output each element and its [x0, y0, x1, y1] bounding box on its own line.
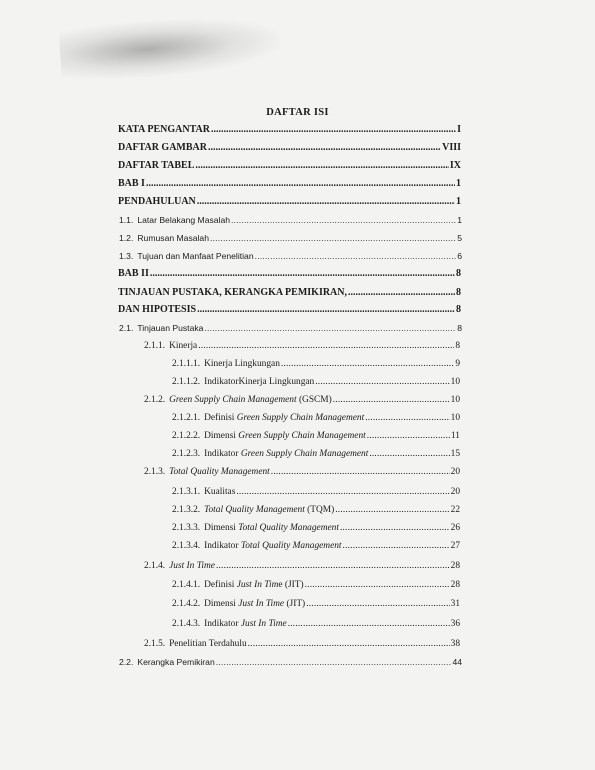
toc-entry-page: 1 — [457, 215, 462, 225]
toc-entry[interactable] — [144, 637, 460, 651]
toc-entry-number: 2.1.1. — [144, 341, 166, 351]
toc-entry[interactable] — [172, 578, 460, 592]
toc-entry-text: Kinerja Lingkungan — [204, 359, 280, 369]
toc-entry-text: Rumusan Masalah — [137, 233, 209, 243]
toc-entry[interactable] — [172, 503, 460, 517]
dot-leader — [271, 465, 450, 479]
toc-entry-number: 2.1.3.2. — [172, 505, 201, 515]
toc-entry-label — [172, 503, 334, 517]
toc-entry-page: 11 — [450, 431, 460, 441]
toc-entry-label — [144, 637, 247, 651]
toc-entry-label — [172, 597, 305, 611]
toc-entry-text: Definisi Just In Time (JIT) — [204, 580, 304, 590]
toc-entry[interactable] — [118, 141, 461, 155]
toc-entry-label — [172, 447, 368, 461]
toc-entry-text: PENDAHULUAN — [118, 196, 196, 207]
toc-entry-label — [172, 539, 342, 553]
dot-leader — [208, 141, 441, 155]
dot-leader — [305, 578, 450, 592]
toc-entry-number: 2.1.2. — [144, 395, 166, 405]
toc-entry-number: 2.1.4.2. — [172, 599, 201, 609]
toc-entry-page: 15 — [450, 449, 460, 459]
toc-entry[interactable] — [172, 429, 460, 443]
toc-entry-text: Just In Time — [169, 561, 215, 571]
dot-leader — [248, 637, 450, 651]
dot-leader — [236, 485, 449, 499]
toc-entry-text: IndikatorKinerja Lingkungan — [204, 377, 315, 387]
toc-entry-label — [118, 177, 145, 191]
toc-entry-label — [144, 339, 197, 353]
toc-entry-page: 28 — [450, 580, 460, 590]
toc-entry-label — [172, 617, 287, 631]
toc-entry-page: 22 — [450, 505, 460, 515]
toc-entry[interactable] — [172, 597, 460, 611]
toc-entry-text: BAB II — [118, 268, 149, 279]
toc-entry-label — [118, 267, 149, 281]
dot-leader — [197, 303, 455, 317]
toc-entry-page: 10 — [450, 413, 460, 423]
toc-entry-text: TINJAUAN PUSTAKA, KERANGKA PEMIKIRAN, — [118, 287, 347, 298]
dot-leader — [343, 539, 450, 553]
toc-entry-page: 5 — [457, 233, 462, 243]
dot-leader — [231, 213, 456, 227]
toc-entry-text: Dimensi Just In Time (JIT) — [204, 599, 306, 609]
toc-entry-page: 10 — [450, 395, 460, 405]
toc-entry[interactable] — [118, 286, 461, 300]
toc-entry-text: BAB I — [118, 178, 145, 189]
toc-entry-page: 8 — [456, 268, 461, 279]
dot-leader — [146, 177, 455, 191]
toc-entry-text: Penelitian Terdahulu — [169, 639, 247, 649]
toc-entry-text: Indikator Green Supply Chain Management — [204, 449, 369, 459]
toc-entry-number: 2.1.4.3. — [172, 619, 201, 629]
toc-entry[interactable] — [119, 655, 462, 669]
toc-entry[interactable] — [172, 539, 460, 553]
dot-leader — [348, 286, 455, 300]
toc-entry-page: 8 — [456, 287, 461, 298]
toc-entry-page: 1 — [456, 196, 461, 207]
dot-leader — [367, 429, 450, 443]
toc-entry[interactable] — [119, 231, 462, 245]
dot-leader — [150, 267, 455, 281]
toc-entry-number: 2.1.2.2. — [172, 431, 201, 441]
dot-leader — [340, 521, 450, 535]
dot-leader — [306, 597, 449, 611]
toc-entry-text: Dimensi Total Quality Management — [204, 523, 339, 533]
toc-entry-label — [119, 231, 209, 245]
dot-leader — [333, 393, 450, 407]
toc-entry-text: Definisi Green Supply Chain Management — [204, 413, 365, 423]
toc-entry-number: 2.1.2.3. — [172, 449, 201, 459]
toc-entry-page: 44 — [452, 657, 462, 667]
toc-entry-number: 2.1.5. — [144, 639, 166, 649]
toc-entry-label — [144, 559, 215, 573]
toc-entry-page: 10 — [450, 377, 460, 387]
toc-entry-text: Indikator Just In Time — [204, 619, 287, 629]
toc-entry[interactable] — [172, 521, 460, 535]
toc-entry-number: 2.1.2.1. — [172, 413, 201, 423]
toc-entry-page: VIII — [442, 142, 461, 153]
toc-entry[interactable] — [144, 559, 460, 573]
toc-entry-text: Kinerja — [169, 341, 198, 351]
toc-entry[interactable] — [172, 447, 460, 461]
dot-leader — [204, 321, 456, 335]
toc-entry-text: Green Supply Chain Management (GSCM) — [169, 395, 332, 405]
toc-entry[interactable] — [118, 303, 461, 317]
toc-entry-label — [118, 286, 347, 300]
toc-entry-page: 31 — [450, 599, 460, 609]
dot-leader — [315, 375, 449, 389]
dot-leader — [255, 249, 457, 263]
toc-entry-number: 2.1.4.1. — [172, 580, 201, 590]
toc-entry-label — [172, 485, 235, 499]
toc-entry-label — [119, 213, 230, 227]
page-title: DAFTAR ISI — [266, 107, 329, 118]
toc-entry[interactable] — [172, 357, 460, 371]
toc-entry[interactable] — [118, 267, 461, 281]
toc-entry-text: Kerangka Pemikiran — [137, 657, 215, 667]
toc-entry-number: 1.2. — [119, 233, 134, 243]
toc-entry-label — [118, 141, 207, 155]
toc-entry-text: Latar Belakang Masalah — [137, 215, 231, 225]
toc-entry[interactable] — [172, 375, 460, 389]
toc-entry-text: Total Quality Management (TQM) — [204, 505, 335, 515]
toc-entry-page: 28 — [450, 561, 460, 571]
toc-entry-page: I — [457, 124, 461, 135]
toc-entry-text: DAN HIPOTESIS — [118, 304, 197, 315]
toc-entry[interactable] — [118, 123, 461, 137]
toc-entry[interactable] — [119, 249, 462, 263]
toc-entry-text: DAFTAR TABEL — [118, 160, 195, 171]
toc-entry-page: 9 — [455, 359, 460, 369]
toc-entry-label — [172, 578, 304, 592]
toc-entry-text: KATA PENGANTAR — [118, 124, 210, 135]
dot-leader — [195, 159, 448, 173]
toc-entry-page: 20 — [450, 467, 460, 477]
toc-entry[interactable] — [172, 411, 460, 425]
toc-entry-text: Indikator Total Quality Management — [204, 541, 342, 551]
toc-entry[interactable] — [172, 485, 460, 499]
toc-entry[interactable] — [144, 339, 460, 353]
dot-leader — [210, 231, 456, 245]
toc-entry-number: 2.1. — [119, 323, 134, 333]
toc-entry-label — [144, 393, 332, 407]
dot-leader — [281, 357, 454, 371]
dot-leader — [335, 503, 449, 517]
toc-entry[interactable] — [119, 213, 462, 227]
toc-entry-label — [172, 375, 314, 389]
toc-entry-label — [118, 159, 194, 173]
toc-entry-number: 2.2. — [119, 657, 134, 667]
dot-leader — [211, 123, 456, 137]
dot-leader — [197, 195, 455, 209]
toc-entry-text: Tujuan dan Manfaat Penelitian — [137, 251, 254, 261]
toc-entry-page: 27 — [450, 541, 460, 551]
toc-entry-label — [172, 429, 366, 443]
dot-leader — [365, 411, 449, 425]
toc-entry-label — [118, 123, 210, 137]
toc-entry-page: 38 — [450, 639, 460, 649]
toc-entry-number: 1.3. — [119, 251, 134, 261]
dot-leader — [198, 339, 454, 353]
toc-entry-page: 1 — [456, 178, 461, 189]
dot-leader — [216, 559, 450, 573]
toc-entry-page: 20 — [450, 487, 460, 497]
toc-entry-number: 2.1.1.1. — [172, 359, 201, 369]
toc-entry-label — [119, 321, 203, 335]
toc-entry-page: 8 — [456, 304, 461, 315]
toc-entry[interactable] — [172, 617, 460, 631]
toc-entry-page: 8 — [455, 341, 460, 351]
toc-entry-label — [119, 249, 254, 263]
toc-entry[interactable] — [118, 177, 461, 191]
toc-entry-page: 26 — [450, 523, 460, 533]
toc-entry-label — [172, 357, 280, 371]
toc-entry-text: Dimensi Green Supply Chain Management — [204, 431, 366, 441]
toc-entry[interactable] — [119, 321, 462, 335]
toc-entry-number: 2.1.3. — [144, 467, 166, 477]
toc-entry-text: Tinjauan Pustaka — [137, 323, 204, 333]
dot-leader — [369, 447, 449, 461]
toc-entry-text: Kualitas — [204, 487, 236, 497]
toc-entry-page: 8 — [457, 323, 462, 333]
toc-entry[interactable] — [118, 159, 461, 173]
toc-entry-text: Total Quality Management — [169, 467, 270, 477]
toc-entry[interactable] — [118, 195, 461, 209]
toc-entry-label — [118, 303, 196, 317]
dot-leader — [216, 655, 452, 669]
toc-entry-page: 6 — [457, 251, 462, 261]
toc-entry-number: 2.1.3.1. — [172, 487, 201, 497]
toc-entry-text: DAFTAR GAMBAR — [118, 142, 207, 153]
toc-entry-number: 1.1. — [119, 215, 134, 225]
toc-entry-number: 2.1.1.2. — [172, 377, 201, 387]
toc-entry[interactable] — [144, 393, 460, 407]
toc-entry-label — [172, 521, 339, 535]
toc-entry[interactable] — [144, 465, 460, 479]
toc-entry-label — [118, 195, 196, 209]
toc-entry-page: IX — [449, 160, 461, 171]
toc-entry-label — [119, 655, 215, 669]
toc-entry-number: 2.1.4. — [144, 561, 166, 571]
toc-entry-label — [172, 411, 364, 425]
toc-entry-label — [144, 465, 270, 479]
toc-entry-number: 2.1.3.3. — [172, 523, 201, 533]
toc-entry-number: 2.1.3.4. — [172, 541, 201, 551]
dot-leader — [288, 617, 450, 631]
toc-entry-page: 36 — [450, 619, 460, 629]
